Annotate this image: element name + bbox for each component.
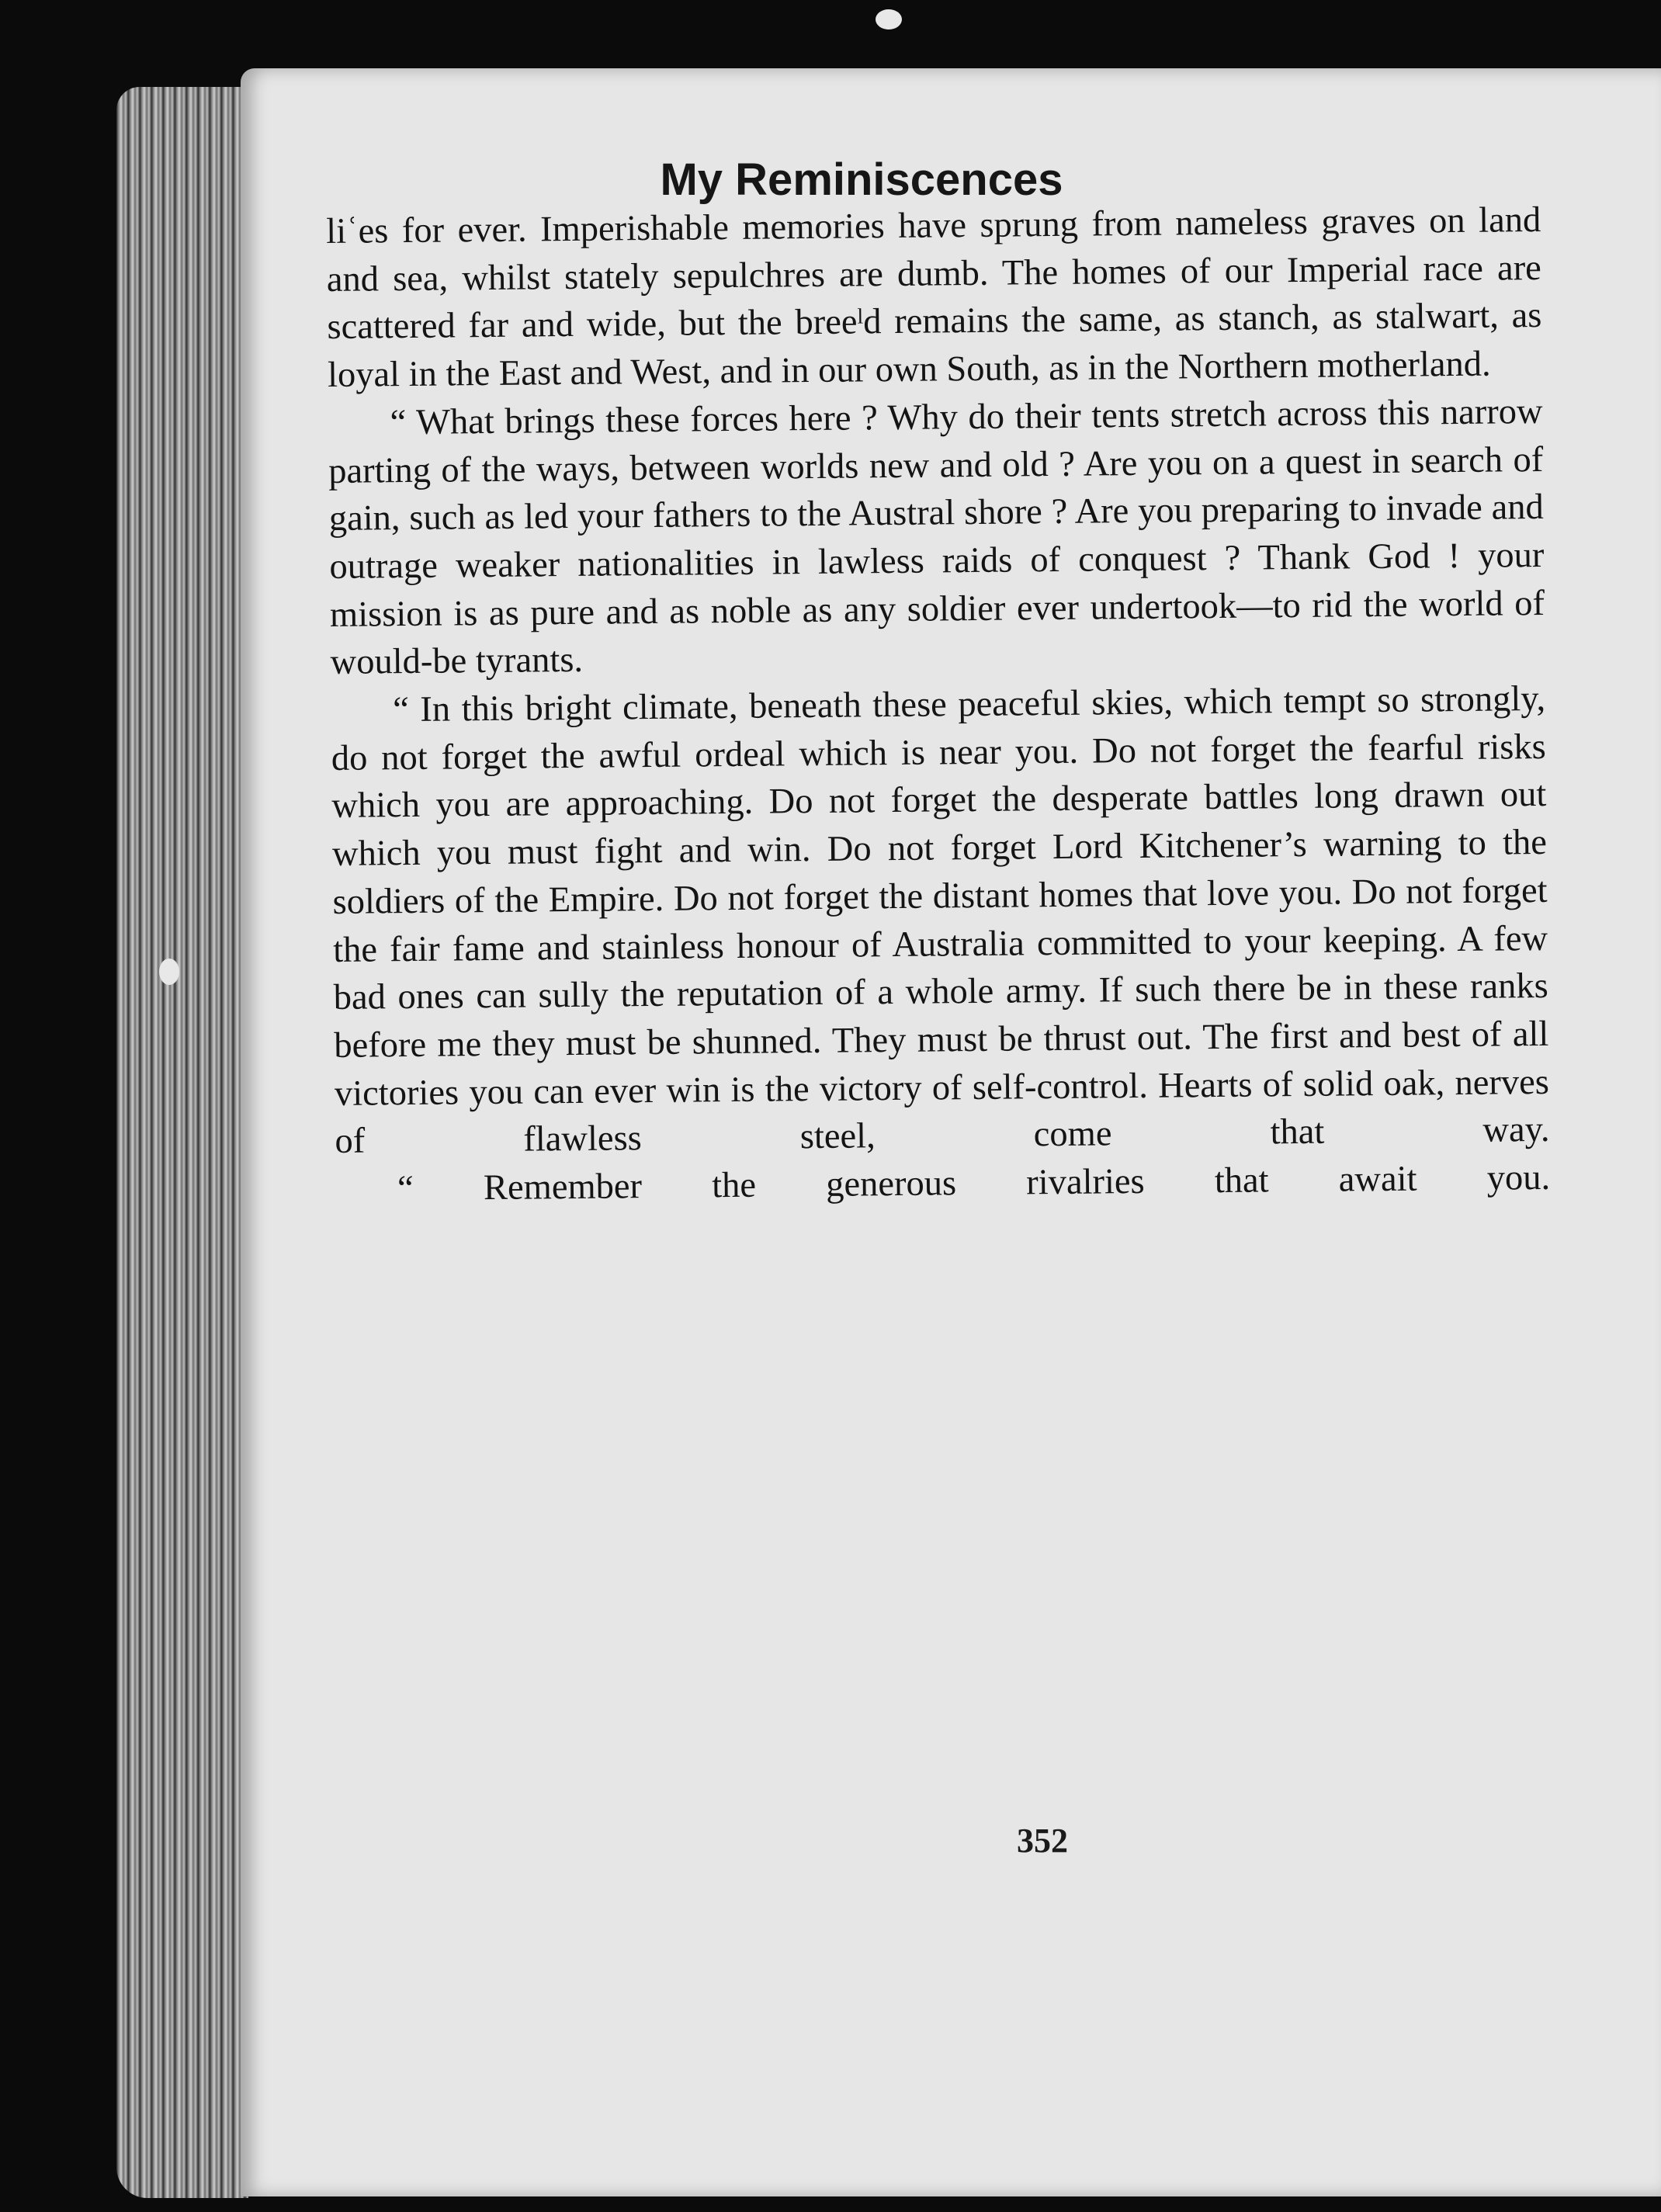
paragraph-2: “ What brings these forces here ? Why do their tents stretch across this narrow parting of the ways, between worlds new and old ? Are you on a quest in search of gain, such as led your fathers to the Austral shore ? Are you preparing to invade and outrage weaker nationalities in lawless raids of conquest ? Thank God ! your mission is as pure and as noble as any soldier ever undertook—to rid the world of would-be tyrants. <box>328 391 1545 683</box>
running-head: My Reminiscences <box>660 154 1063 205</box>
scan-speck <box>876 9 902 29</box>
page-number: 352 <box>1017 1822 1068 1860</box>
book-page-edges <box>116 87 248 2198</box>
paragraph-4: “ Remember the generous rivalries that await you. <box>397 1157 1551 1209</box>
paragraph-3: “ In this bright climate, beneath these peaceful skies, which tempt so strongly, do not forget the awful ordeal which is near you. Do not forget the fearful risks which you are approaching. Do not forget the desperate battles long drawn out which you must fight and win. Do not forget Lord Kitchener’s warning to the soldiers of the Empire. Do not forget the distant homes that love you. Do not forget the fair fame and stainless honour of Australia committed to your keeping. A few bad ones can sully the reputation of a whole army. If such there be in these ranks before me they must be shunned. They must be thrust out. The first and best of all victories you can ever win is the victory of self-control. Hearts of solid oak, nerves of flawless steel, come that way. <box>331 678 1550 1162</box>
paragraph-1: liʿes for ever. Imperishable memories have sprung from nameless graves on land and sea, whilst stately sepulchres are dumb. The homes of our Imperial race are scattered far and wide, but the breeˡd remains the same, as stanch, as stalwart, as loyal in the East and West, and in our own South, as in the Northern motherland. <box>326 199 1542 396</box>
body-text <box>326 196 1550 1214</box>
scan-speck <box>159 959 179 985</box>
